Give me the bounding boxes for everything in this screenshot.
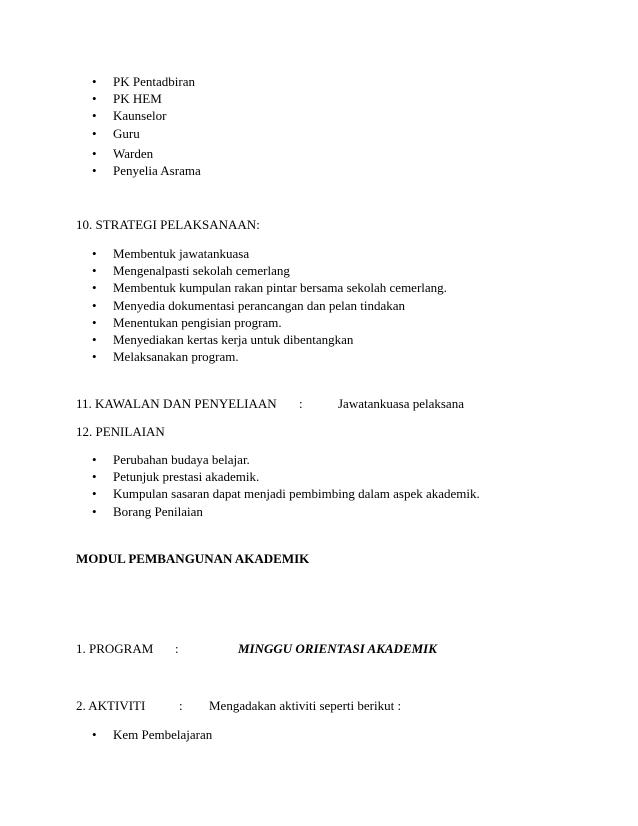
program-value: MINGGU ORIENTASI AKADEMIK xyxy=(238,641,437,656)
activity-label: 2. AKTIVITI xyxy=(76,698,146,713)
list-item: • Kumpulan sasaran dapat menjadi pembimbing dalam aspek akademik. xyxy=(0,485,480,502)
activity-list xyxy=(0,726,212,743)
list-item: • Petunjuk prestasi akademik. xyxy=(0,468,480,485)
strategy-list xyxy=(0,245,447,365)
list-item: • Guru xyxy=(0,125,195,142)
list-item: • Warden xyxy=(0,145,201,162)
module-title: MODUL PEMBANGUNAN AKADEMIK xyxy=(76,551,310,566)
activity-colon: : xyxy=(179,698,183,713)
supervision-colon: : xyxy=(299,396,303,411)
list-item: • PK Pentadbiran xyxy=(0,73,195,90)
supervision-label: 11. KAWALAN DAN PENYELIAAN xyxy=(76,396,277,411)
list-item: • Membentuk kumpulan rakan pintar bersama sekolah cemerlang. xyxy=(0,279,447,296)
supervision-value: Jawatankuasa pelaksana xyxy=(338,396,464,411)
roles-list-b xyxy=(0,145,201,179)
list-item: • Menentukan pengisian program. xyxy=(0,314,447,331)
strategy-heading: 10. STRATEGI PELAKSANAAN: xyxy=(76,217,260,232)
program-colon: : xyxy=(175,641,179,656)
list-item: • Menyedia dokumentasi perancangan dan pelan tindakan xyxy=(0,297,447,314)
activity-value: Mengadakan aktiviti seperti berikut : xyxy=(209,698,402,713)
list-item: • Borang Penilaian xyxy=(0,503,480,520)
assessment-list xyxy=(0,451,480,520)
list-item: • PK HEM xyxy=(0,90,195,107)
roles-list-a xyxy=(0,73,195,142)
assessment-heading: 12. PENILAIAN xyxy=(76,424,165,439)
list-item: • Mengenalpasti sekolah cemerlang xyxy=(0,262,447,279)
list-item: • Perubahan budaya belajar. xyxy=(0,451,480,468)
list-item: • Kem Pembelajaran xyxy=(0,726,212,743)
list-item: • Kaunselor xyxy=(0,107,195,124)
list-item: • Menyediakan kertas kerja untuk dibentangkan xyxy=(0,331,447,348)
program-label: 1. PROGRAM xyxy=(76,641,154,656)
list-item: • Membentuk jawatankuasa xyxy=(0,245,447,262)
list-item: • Penyelia Asrama xyxy=(0,162,201,179)
list-item: • Melaksanakan program. xyxy=(0,348,447,365)
